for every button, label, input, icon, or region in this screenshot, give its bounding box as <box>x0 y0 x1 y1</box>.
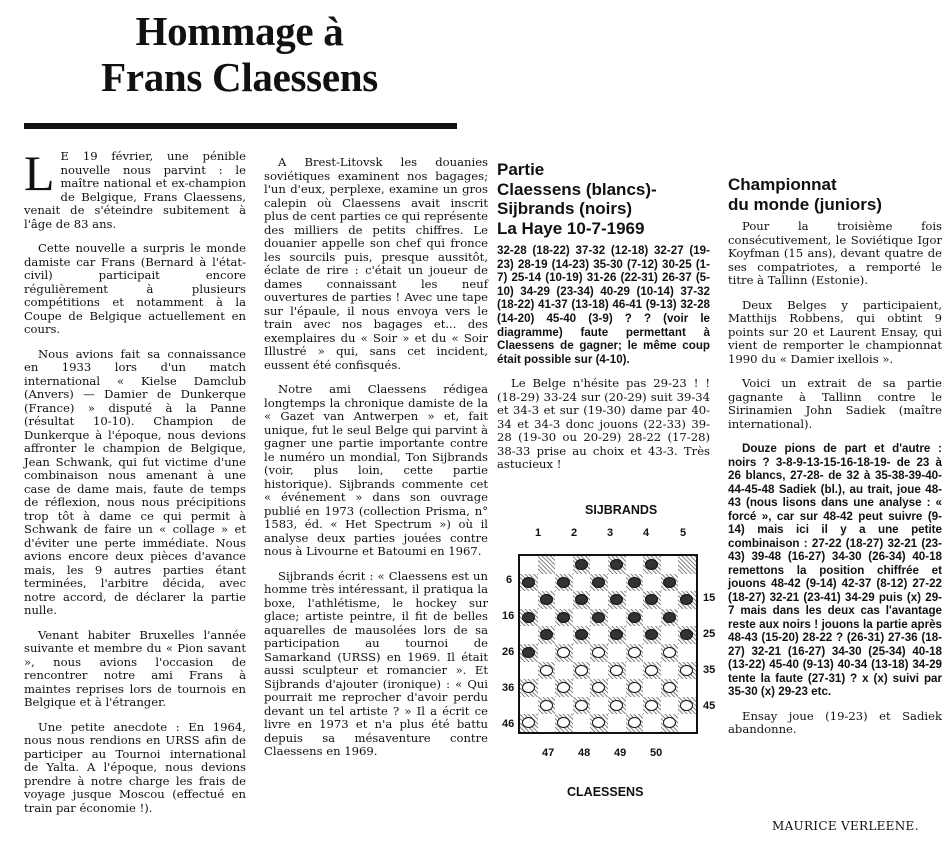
board-square <box>520 662 538 680</box>
board-square <box>538 714 556 732</box>
paragraph: Ensay joue (19-23) et Sadiek abandonne. <box>728 708 942 736</box>
board-square <box>590 556 608 574</box>
board-square <box>538 679 556 697</box>
board-square <box>555 626 573 644</box>
board-square <box>573 714 591 732</box>
paragraph: Douze pions de part et d'autre : noirs ? 3-8-9-13-15-16-18-19- de 23 à 26 blancs, 27-28- de 32 à 35-38-39-40-44-45-48 Sadiek (bl.), au trait, joue 48-43 (nous lisons dans une analyse : « forcé », car sur 48-42 peut suivre (9-14) mais ici il y a une petite combinaison : 27-22 (18-27) 32-21 (23-43) 39-48 (16-27) 34-30 (26-34) 40-18 remettons la position chiffrée et jouons 48-42 (9-14) 42-37 (8-12) 27-22 (18-27) 32-21 (23-41) 34-29 puis (x) 29-7 mais dans les deux cas l'avantage reste aux noirs ! jouons la partie après 48-43 (15-20) 28-22 ? (26-31) 27-36 (18-27) 32-21 (16-27) 34-30 (25-34) 40-18 (13-22) 45-40 (9-13) 40-34 (13-18) 34-29 tente la faute (27-31) ? x (x) suivi par 35-30 (x) 29-23 etc. <box>728 442 942 698</box>
white-piece <box>540 700 553 711</box>
white-piece <box>663 717 676 728</box>
board-square <box>573 574 591 592</box>
black-piece <box>592 577 605 588</box>
board-square <box>626 679 644 697</box>
board-square <box>555 609 573 627</box>
board-square <box>608 644 626 662</box>
board-square <box>538 697 556 715</box>
board-square <box>520 697 538 715</box>
board-square <box>573 697 591 715</box>
board-square <box>661 644 679 662</box>
black-piece <box>628 612 641 623</box>
title-line-2: Frans Claessens <box>101 54 378 100</box>
board-number: 5 <box>680 527 687 539</box>
board-number: 4 <box>643 527 650 539</box>
board-square <box>590 591 608 609</box>
board-square <box>590 679 608 697</box>
paragraph: Deux Belges y participaient, Matthijs Robbens, qui obtint 9 points sur 20 et Laurent Ensay, qui vient de remporter le championnat 1990 du « Damier ixellois ». <box>728 297 942 366</box>
dropcap: L <box>24 145 55 201</box>
white-piece <box>628 682 641 693</box>
white-piece <box>628 647 641 658</box>
board-square <box>643 662 661 680</box>
board-square <box>573 626 591 644</box>
white-piece <box>645 665 658 676</box>
paragraph: Une petite anecdote : En 1964, nous nous rendions en URSS afin de participer au Tournoi international de Yalta. A l'époque, nous devions prendre à notre charge les frais de voyage jusque Moscou (effectué en train par économie !). <box>24 719 246 815</box>
article-title <box>22 8 457 100</box>
white-piece <box>628 717 641 728</box>
board-square <box>678 714 696 732</box>
black-piece <box>522 577 535 588</box>
board-square <box>643 714 661 732</box>
title-line-1: Hommage à <box>135 8 344 54</box>
black-piece <box>592 612 605 623</box>
board-number: 46 <box>502 718 515 730</box>
board-square <box>661 626 679 644</box>
board-square <box>608 591 626 609</box>
board-square <box>608 697 626 715</box>
board-square <box>590 574 608 592</box>
board-square <box>678 556 696 574</box>
board-square <box>538 662 556 680</box>
board-square <box>555 556 573 574</box>
board-square <box>626 644 644 662</box>
paragraph: L E 19 février, une pénible nouvelle nous parvint : le maître national et ex-champion de Belgique, Frans Claessens, venait de s'éteindre subitement à l'âge de 83 ans. <box>24 145 246 231</box>
board-square <box>608 609 626 627</box>
column-1 <box>24 145 246 826</box>
board-square <box>573 556 591 574</box>
board-square <box>643 697 661 715</box>
board-square <box>678 697 696 715</box>
game-subhead: Partie Claessens (blancs)- Sijbrands (noirs) La Haye 10-7-1969 <box>497 160 657 238</box>
board-square <box>678 626 696 644</box>
board-square <box>626 556 644 574</box>
board-square <box>538 574 556 592</box>
board-square <box>643 591 661 609</box>
black-piece <box>557 612 570 623</box>
white-piece <box>610 700 623 711</box>
black-piece <box>575 594 588 605</box>
board-number: 3 <box>607 527 614 539</box>
black-piece <box>540 629 553 640</box>
white-piece <box>680 700 693 711</box>
white-piece <box>680 665 693 676</box>
white-piece <box>575 700 588 711</box>
white-piece <box>592 717 605 728</box>
board-square <box>661 556 679 574</box>
board-number: 15 <box>703 592 716 604</box>
black-piece <box>522 647 535 658</box>
board-square <box>643 556 661 574</box>
board-square <box>608 574 626 592</box>
board-square <box>608 662 626 680</box>
board-square <box>520 556 538 574</box>
board-bottom-label: CLAESSENS <box>567 785 644 799</box>
black-piece <box>680 594 693 605</box>
board-square <box>661 714 679 732</box>
board-square <box>590 626 608 644</box>
board-number: 47 <box>542 747 555 759</box>
white-piece <box>557 717 570 728</box>
board-square <box>626 626 644 644</box>
paragraph: Pour la troisième fois consécutivement, le Soviétique Igor Koyfman (15 ans), devant quatre de ses compatriotes, a remporté le titre à Tallinn (Estonie). <box>728 219 942 287</box>
board-square <box>555 697 573 715</box>
board-square <box>520 609 538 627</box>
board-square <box>590 714 608 732</box>
white-piece <box>522 682 535 693</box>
board-square <box>643 644 661 662</box>
board-square <box>643 626 661 644</box>
board-square <box>538 591 556 609</box>
board-number: 45 <box>703 700 716 712</box>
board-square <box>626 662 644 680</box>
black-piece <box>557 577 570 588</box>
board-number: 2 <box>571 527 578 539</box>
board-square <box>643 679 661 697</box>
board-square <box>643 574 661 592</box>
board-square <box>678 662 696 680</box>
board-square <box>661 662 679 680</box>
board-square <box>626 574 644 592</box>
white-piece <box>522 717 535 728</box>
board-square <box>661 679 679 697</box>
white-piece <box>663 647 676 658</box>
board-square <box>520 679 538 697</box>
board-square <box>678 591 696 609</box>
board-number: 35 <box>703 664 716 676</box>
board-square <box>520 714 538 732</box>
championship-subhead: Championnat du monde (juniors) <box>728 175 882 214</box>
board-square <box>555 679 573 697</box>
board-square <box>555 591 573 609</box>
black-piece <box>522 612 535 623</box>
board-square <box>555 644 573 662</box>
board-square <box>573 591 591 609</box>
board-number: 25 <box>703 628 716 640</box>
board-square <box>590 662 608 680</box>
board-square <box>608 679 626 697</box>
white-piece <box>610 665 623 676</box>
black-piece <box>645 629 658 640</box>
board-square <box>573 644 591 662</box>
white-piece <box>592 647 605 658</box>
board-square <box>608 714 626 732</box>
white-piece <box>557 647 570 658</box>
board-square <box>626 697 644 715</box>
paragraph: Voici un extrait de sa partie gagnante à Tallinn contre le Sirinamien John Sadiek (maître international). <box>728 376 942 431</box>
board-square <box>573 679 591 697</box>
board-number: 36 <box>502 682 515 694</box>
black-piece <box>680 629 693 640</box>
paragraph: A Brest-Litovsk les douanies soviétiques examinent nos bagages; l'un d'eux, perplexe, examine un gros calepin où Claessens avait inscrit plus de cent parties ce qui représente des milliers de petits chiffres. Le douanier appelle son chef qui fronce les sourcils puis, presque aussitôt, éclate de rire : c'était un joueur de dames connaissant les neuf ouvertures de parties ! Avec une tape sur l'épaule, il nous envoya vers le train avec nos bagages et... des exemplaires du « Soir » et du « Soir Illustré » qui, sans cet incident, eussent été confisqués. <box>264 155 488 372</box>
paragraph: Notre ami Claessens rédigea longtemps la chronique damiste de la « Gazet van Antwerpen » et, fait unique, fut le seul Belge qui parvint à gagner une partie importante contre le numéro un mondial, Ton Sijbrands (voir, plus loin, cette partie historique). Sijbrands commente cet « événement » dans son ouvrage publié en 1973 (collection Prisma, n° 1583, éd. « Het Spectrum ») où il analyse deux parties jouées contre nous à Livourne et Batoumi en 1967. <box>264 382 488 558</box>
column-2 <box>264 156 488 770</box>
column-4 <box>728 175 942 748</box>
board-number: 16 <box>502 610 515 622</box>
board-top-label: SIJBRANDS <box>585 503 658 517</box>
white-piece <box>645 700 658 711</box>
board-square <box>661 574 679 592</box>
board-square <box>520 574 538 592</box>
board-square <box>538 556 556 574</box>
board-square <box>555 714 573 732</box>
white-piece <box>540 665 553 676</box>
board-square <box>678 574 696 592</box>
board-number: 1 <box>535 527 542 539</box>
board-square <box>678 609 696 627</box>
board-number: 26 <box>502 646 515 658</box>
board-square <box>538 644 556 662</box>
signature: MAURICE VERLEENE. <box>772 819 919 833</box>
board-number: 48 <box>578 747 591 759</box>
board-square <box>590 609 608 627</box>
paragraph: Cette nouvelle a surpris le monde damiste car Frans (Bernard à l'état-civil) participait encore régulièrement à plusieurs compétitions et notamment à la Coupe de Belgique actuellement en cours. <box>24 241 246 336</box>
board-square <box>538 609 556 627</box>
white-piece <box>663 682 676 693</box>
board-square <box>678 644 696 662</box>
black-piece <box>610 559 623 570</box>
board-square <box>555 662 573 680</box>
board-square <box>626 714 644 732</box>
paragraph: Le Belge n'hésite pas 29-23 ! ! (18-29) 33-24 sur (20-29) suit 39-34 et 34-3 et sur (19-30) dame par 40-34 et 34-3 donc jouons (22-33) 39-28 (19-30 ou 20-29) 28-22 (17-28) 38-33 prise au choix et 43-3. Très astucieux ! <box>497 376 710 472</box>
white-piece <box>557 682 570 693</box>
board-square <box>626 609 644 627</box>
board-square <box>555 574 573 592</box>
board-square <box>661 591 679 609</box>
board-square <box>573 609 591 627</box>
column-3 <box>497 160 710 483</box>
title-rule <box>24 123 457 129</box>
paragraph: Venant habiter Bruxelles l'année suivante et membre du « Pion savant », nous avions l'occasion de rencontrer notre ami Frans à maintes reprises lors de tournois en Belgique et à l'étranger. <box>24 627 246 709</box>
black-piece <box>575 559 588 570</box>
board-square <box>608 626 626 644</box>
black-piece <box>610 629 623 640</box>
board-square <box>590 644 608 662</box>
black-piece <box>645 594 658 605</box>
board-square <box>678 679 696 697</box>
black-piece <box>645 559 658 570</box>
board-square <box>643 609 661 627</box>
board-square <box>573 662 591 680</box>
board-grid <box>518 554 698 734</box>
game-moves: 32-28 (18-22) 37-32 (12-18) 32-27 (19-23) 28-19 (14-23) 35-30 (7-12) 30-25 (1-7) 25-14 (10-19) 31-26 (22-31) 26-37 (5-10) 34-29 (23-34) 40-29 (10-14) 37-32 (18-22) 41-37 (13-18) 46-41 (9-13) 32-28 (14-20) 45-40 (3-9) ? ? (voir le diagramme) faute permettant à Claessens de gagner; le même coup était possible sur (4-10). <box>497 244 710 366</box>
board-number: 50 <box>650 747 663 759</box>
board-square <box>520 626 538 644</box>
board-number: 49 <box>614 747 627 759</box>
white-piece <box>592 682 605 693</box>
board-square <box>608 556 626 574</box>
board-square <box>590 697 608 715</box>
board-square <box>520 644 538 662</box>
paragraph: Sijbrands écrit : « Claessens est un homme très intéressant, il pratiqua la boxe, l'athlétisme, le hockey sur glace; artiste peintre, il fit de belles aquarelles de mausolées lors de sa participation au tournoi de Samarkand (URSS) en 1969. Il était aussi sculpteur et romancier ». Et Sijbrands d'ajouter (ironique) : « Qui pourrait me reprocher d'avoir perdu devant un tel artiste ? » Il a écrit ce livre en 1973 et n'a plus été battu depuis sa mésaventure contre Claessens en 1969. <box>264 568 488 758</box>
board-square <box>626 591 644 609</box>
board-number: 6 <box>506 574 513 586</box>
checkers-diagram <box>497 497 737 827</box>
board-square <box>520 591 538 609</box>
board-square <box>538 626 556 644</box>
white-piece <box>575 665 588 676</box>
black-piece <box>628 577 641 588</box>
board-square <box>661 697 679 715</box>
black-piece <box>540 594 553 605</box>
board-square <box>661 609 679 627</box>
black-piece <box>610 594 623 605</box>
paragraph: Nous avions fait sa connaissance en 1933 lors d'un match international « Kielse Damclub (Anvers) — Damier de Dunkerque (France) » disputé à la Panne (résultat 10-10). Champion de Dunkerque à l'époque, nous devions affronter le champion de Belgique, Jean Schwank, qui fut victime d'une combinaison nous amenant à une case de dame mais, faute de temps de réflexion, nous nous précipitions trop tôt à dame ce qui permit à Schwank de faire un « collage » et d'éviter une perte immédiate. Nous avions encore deux pièces d'avance mais, les 9 autres parties étant terminées, l'arbitre décida, avec notre accord, de déclarer la partie nulle. <box>24 346 246 617</box>
black-piece <box>575 629 588 640</box>
black-piece <box>663 577 676 588</box>
black-piece <box>663 612 676 623</box>
